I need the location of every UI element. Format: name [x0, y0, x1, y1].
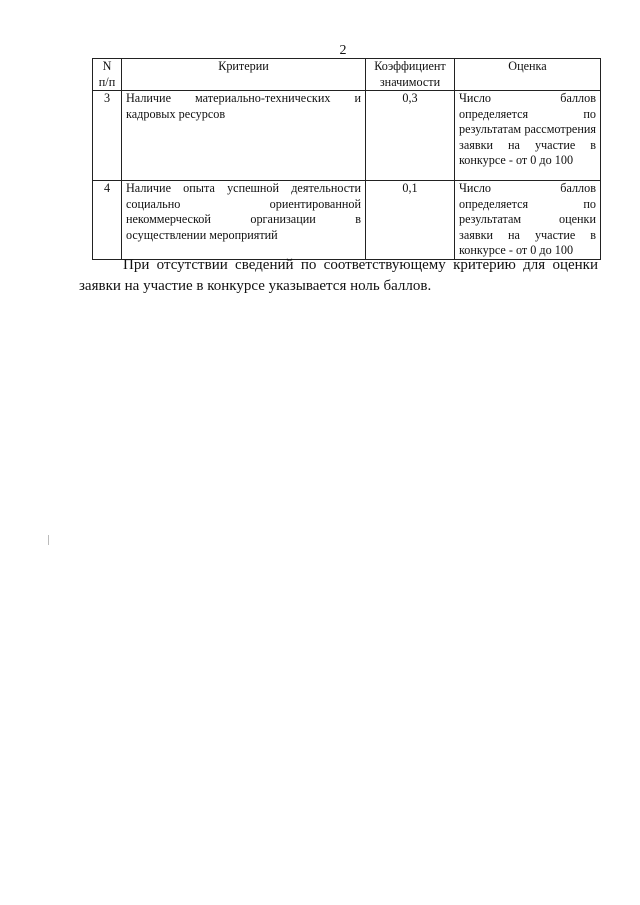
- row-coefficient: 0,3: [366, 91, 455, 181]
- body-paragraph: При отсутствии сведений по соответствующему критерию для оценки заявки на участие в конкурсе указывается ноль баллов.: [79, 257, 598, 294]
- row-criteria: Наличие материально-технических и кадровых ресурсов: [122, 91, 366, 181]
- table-header-row: [93, 59, 601, 91]
- row-criteria: Наличие опыта успешной деятельности социально ориентированной некоммерческой организации в осуществлении мероприятий: [122, 181, 366, 260]
- header-coefficient: Коэффициент значимости: [366, 59, 455, 91]
- row-score: Число баллов определяется по результатам рассмотрения заявки на участие в конкурсе - от 0 до 100: [455, 91, 601, 181]
- header-score: Оценка: [455, 59, 601, 91]
- header-criteria: Критерии: [122, 59, 366, 91]
- scan-artifact: [48, 535, 49, 545]
- table-row: [93, 181, 601, 260]
- page-number: 2: [339, 43, 347, 58]
- row-num: 4: [93, 181, 122, 260]
- row-coefficient: 0,1: [366, 181, 455, 260]
- row-score: Число баллов определяется по результатам оценки заявки на участие в конкурсе - от 0 до 100: [455, 181, 601, 260]
- header-num: N п/п: [93, 59, 122, 91]
- criteria-table: [92, 58, 601, 260]
- row-num: 3: [93, 91, 122, 181]
- table-row: [93, 91, 601, 181]
